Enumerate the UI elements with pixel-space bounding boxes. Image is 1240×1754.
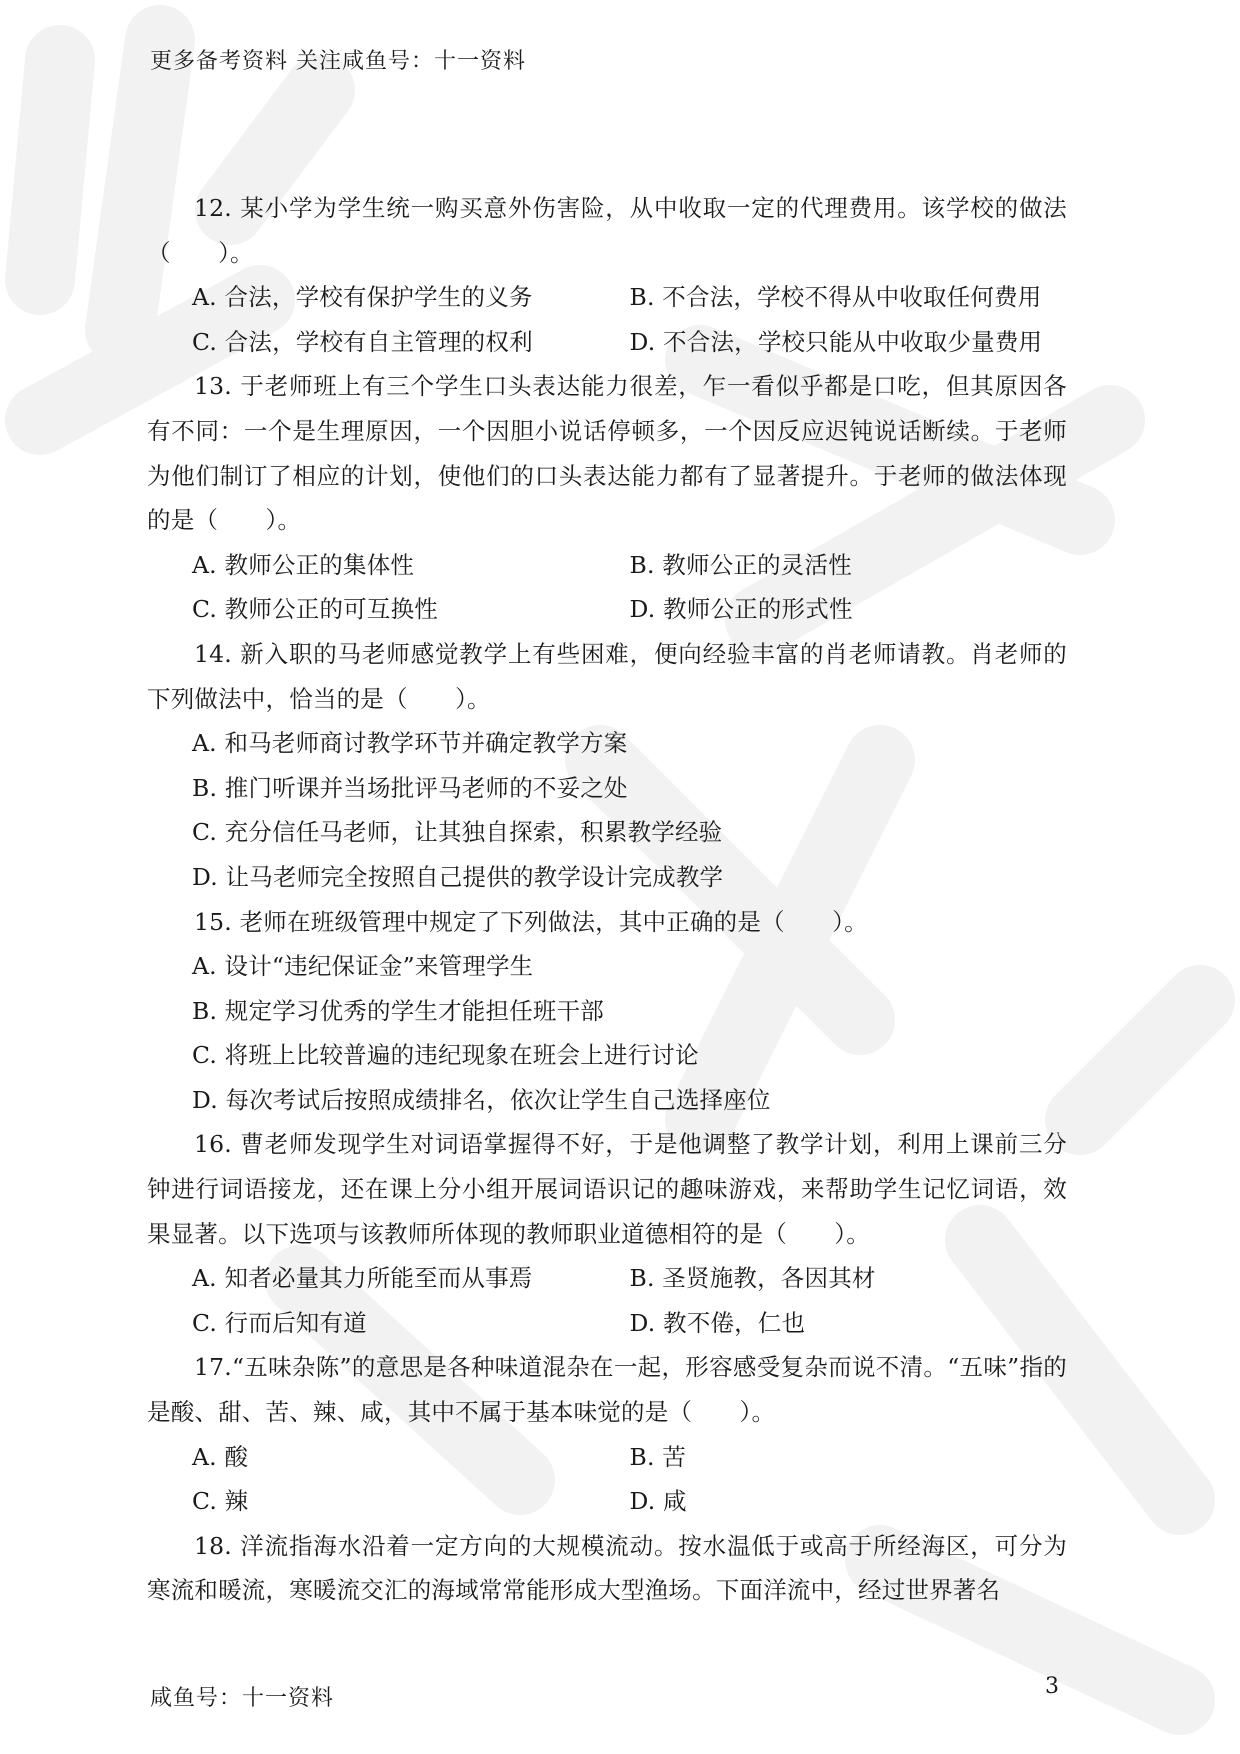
option-d: D. 教师公正的形式性 [629,595,853,624]
option-a: A. 酸 [192,1442,249,1471]
question-list [147,186,1067,1613]
question-options [147,721,1067,899]
question-options [147,1435,1067,1524]
option-a: A. 和马老师商讨教学环节并确定教学方案 [192,729,628,758]
question-17 [147,1345,1067,1523]
question-stem: 12. 某小学为学生统一购买意外伤害险，从中收取一定的代理费用。该学校的做法（ ）。 [147,194,1067,267]
option-b: B. 教师公正的灵活性 [629,550,852,579]
question-18 [147,1524,1067,1613]
question-stem: 17.“五味杂陈”的意思是各种味道混杂在一起，形容感受复杂而说不清。“五味”指的是酸、甜、苦、辣、咸，其中不属于基本味觉的是（ ）。 [147,1353,1067,1427]
option-b: B. 规定学习优秀的学生才能担任班干部 [192,996,605,1025]
option-c: C. 辣 [192,1487,249,1516]
option-d: D. 教不倦，仁也 [629,1308,806,1337]
question-stem: 16. 曹老师发现学生对词语掌握得不好，于是他调整了教学计划，利用上课前三分钟进行词语接龙，还在课上分小组开展词语识记的趣味游戏，来帮助学生记忆词语，效果显著。以下选项与该教师所体现的教师职业道德相符的是（ ）。 [147,1130,1067,1248]
page-number: 3 [1045,1674,1059,1699]
option-b: B. 推门听课并当场批评马老师的不妥之处 [192,773,628,802]
question-stem: 15. 老师在班级管理中规定了下列做法，其中正确的是（ ）。 [194,907,868,936]
footer-text: 咸鱼号：十一资料 [150,1686,335,1711]
option-c: C. 将班上比较普遍的违纪现象在班会上进行讨论 [192,1041,699,1070]
question-options [147,944,1067,1122]
question-12 [147,186,1067,364]
option-b: B. 苦 [629,1442,687,1471]
option-d: D. 不合法，学校只能从中收取少量费用 [629,327,1043,356]
question-options [147,543,1067,632]
question-13 [147,364,1067,632]
question-options [147,275,1067,364]
option-c: C. 合法，学校有自主管理的权利 [192,327,533,356]
page-header: 更多备考资料 关注咸鱼号：十一资料 [150,49,526,74]
option-a: A. 设计“违纪保证金”来管理学生 [192,952,534,981]
option-b: B. 圣贤施教，各因其材 [629,1264,876,1293]
question-stem: 14. 新入职的马老师感觉教学上有些困难，便向经验丰富的肖老师请教。肖老师的下列做法中，恰当的是（ ）。 [147,639,1067,713]
question-stem: 18. 洋流指海水沿着一定方向的大规模流动。按水温低于或高于所经海区，可分为寒流和暖流，寒暖流交汇的海域常常能形成大型渔场。下面洋流中，经过世界著名 [147,1531,1067,1605]
option-a: A. 合法，学校有保护学生的义务 [192,283,533,312]
option-c: C. 教师公正的可互换性 [192,595,438,624]
option-c: C. 充分信任马老师，让其独自探索，积累教学经验 [192,818,723,847]
option-a: A. 知者必量其力所能至而从事焉 [192,1264,533,1293]
option-a: A. 教师公正的集体性 [192,550,415,579]
option-d: D. 让马老师完全按照自己提供的教学设计完成教学 [192,862,724,891]
option-d: D. 咸 [629,1487,687,1516]
option-c: C. 行而后知有道 [192,1308,367,1337]
question-14 [147,632,1067,900]
question-16 [147,1122,1067,1345]
option-d: D. 每次考试后按照成绩排名，依次让学生自己选择座位 [192,1085,771,1114]
option-b: B. 不合法，学校不得从中收取任何费用 [629,283,1042,312]
question-options [147,1256,1067,1345]
question-15 [147,900,1067,1123]
question-stem: 13. 于老师班上有三个学生口头表达能力很差，乍一看似乎都是口吃，但其原因各有不同：一个是生理原因，一个因胆小说话停顿多，一个因反应迟钝说话断续。于老师为他们制订了相应的计划，使他们的口头表达能力都有了显著提升。于老师的做法体现的是（ ）。 [147,372,1067,535]
